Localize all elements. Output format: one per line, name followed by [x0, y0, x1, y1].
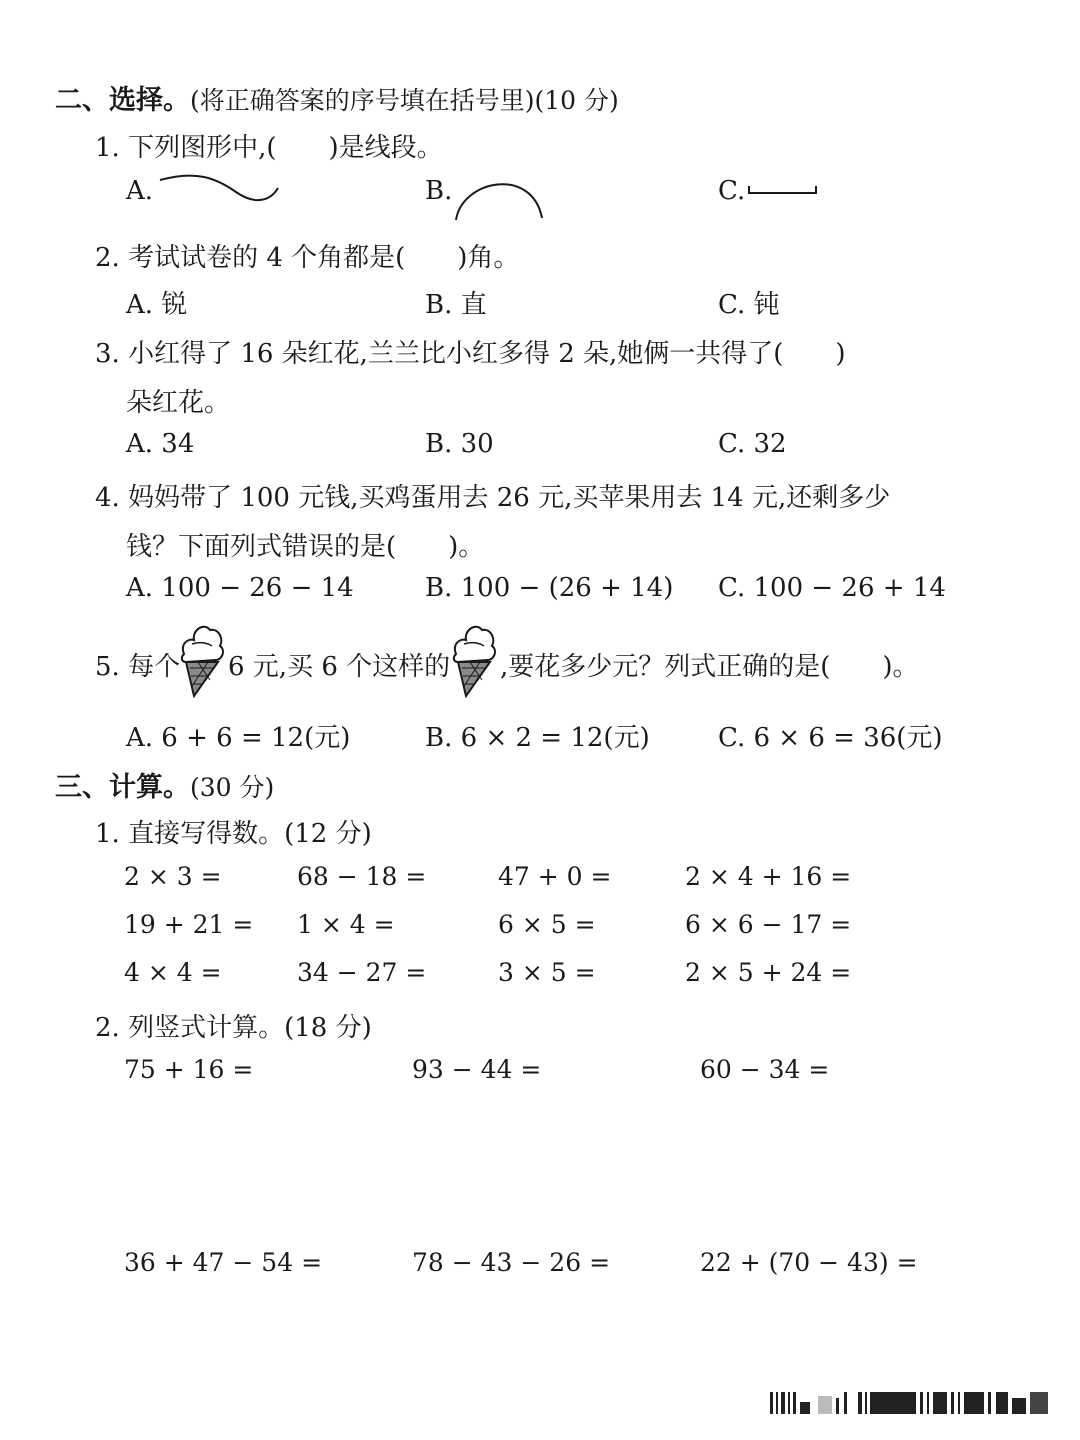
line-segment-figure — [746, 184, 820, 198]
section-3-title: 三、计算。 — [55, 772, 190, 803]
calc-item: 6 × 6 − 17 = — [685, 910, 852, 939]
question-1-text: 1. 下列图形中,( )是线段。 — [95, 133, 443, 163]
calc-item: 1 × 4 = — [297, 910, 395, 939]
section-2-heading — [55, 78, 619, 117]
question-3-line-2: 朵红花。 — [126, 388, 231, 418]
calc-item: 2 × 5 + 24 = — [685, 958, 852, 987]
question-5-part-2: 6 元,买 6 个这样的 — [228, 652, 451, 682]
calc-item: 2 × 3 = — [124, 862, 222, 891]
section-3-heading — [55, 765, 274, 804]
question-4-line-2: 钱？下面列式错误的是( )。 — [126, 532, 485, 562]
question-3-line-1: 3. 小红得了 16 朵红花,兰兰比小红多得 2 朵,她俩一共得了( ) — [95, 339, 846, 369]
calc-item: 4 × 4 = — [124, 958, 222, 987]
q3-option-c: C. 32 — [718, 429, 787, 459]
q5-option-b: B. 6 × 2 = 12(元) — [425, 723, 650, 753]
q1-option-c-label: C. — [718, 176, 746, 206]
ice-cream-icon-2 — [450, 620, 498, 698]
q1-option-a-label: A. — [126, 176, 154, 206]
q3-option-a: A. 34 — [126, 429, 195, 459]
section-2-title: 二、选择。 — [55, 85, 190, 116]
vertical-calc-item: 36 + 47 − 54 = — [124, 1248, 323, 1277]
q2-option-c: C. 钝 — [718, 290, 780, 320]
q5-option-c: C. 6 × 6 = 36(元) — [718, 723, 943, 753]
q5-option-a: A. 6 + 6 = 12(元) — [126, 723, 351, 753]
q2-option-a: A. 锐 — [126, 290, 188, 320]
q2-option-b: B. 直 — [425, 290, 487, 320]
calc-part-2-title: 2. 列竖式计算。(18 分) — [95, 1013, 372, 1043]
calc-item: 2 × 4 + 16 = — [685, 862, 852, 891]
calc-item: 19 + 21 = — [124, 910, 254, 939]
calc-item: 47 + 0 = — [498, 862, 612, 891]
vertical-calc-item: 93 − 44 = — [412, 1055, 542, 1084]
arc-figure — [452, 172, 546, 222]
q4-option-b: B. 100 − (26 + 14) — [425, 573, 674, 603]
question-4-line-1: 4. 妈妈带了 100 元钱,买鸡蛋用去 26 元,买苹果用去 14 元,还剩多少 — [95, 483, 891, 513]
ice-cream-icon — [178, 620, 226, 698]
question-5-part-1: 5. 每个 — [95, 652, 181, 682]
calc-part-1-title: 1. 直接写得数。(12 分) — [95, 819, 372, 849]
q4-option-a: A. 100 − 26 − 14 — [126, 573, 354, 603]
vertical-calc-item: 22 + (70 − 43) = — [700, 1248, 918, 1277]
vertical-calc-item: 60 − 34 = — [700, 1055, 830, 1084]
question-2-text: 2. 考试试卷的 4 个角都是( )角。 — [95, 243, 520, 273]
calc-item: 6 × 5 = — [498, 910, 596, 939]
calc-item: 3 × 5 = — [498, 958, 596, 987]
wavy-curve-figure — [156, 170, 282, 210]
section-3-note: (30 分) — [190, 773, 275, 802]
q4-option-c: C. 100 − 26 + 14 — [718, 573, 946, 603]
question-5-part-3: ,要花多少元？列式正确的是( )。 — [500, 652, 919, 682]
q1-option-b-label: B. — [425, 176, 453, 206]
calc-item: 34 − 27 = — [297, 958, 427, 987]
q3-option-b: B. 30 — [425, 429, 494, 459]
vertical-calc-item: 75 + 16 = — [124, 1055, 254, 1084]
watermark-strip-icon — [770, 1388, 1060, 1418]
section-2-note: (将正确答案的序号填在括号里)(10 分) — [190, 86, 619, 115]
vertical-calc-item: 78 − 43 − 26 = — [412, 1248, 611, 1277]
calc-item: 68 − 18 = — [297, 862, 427, 891]
